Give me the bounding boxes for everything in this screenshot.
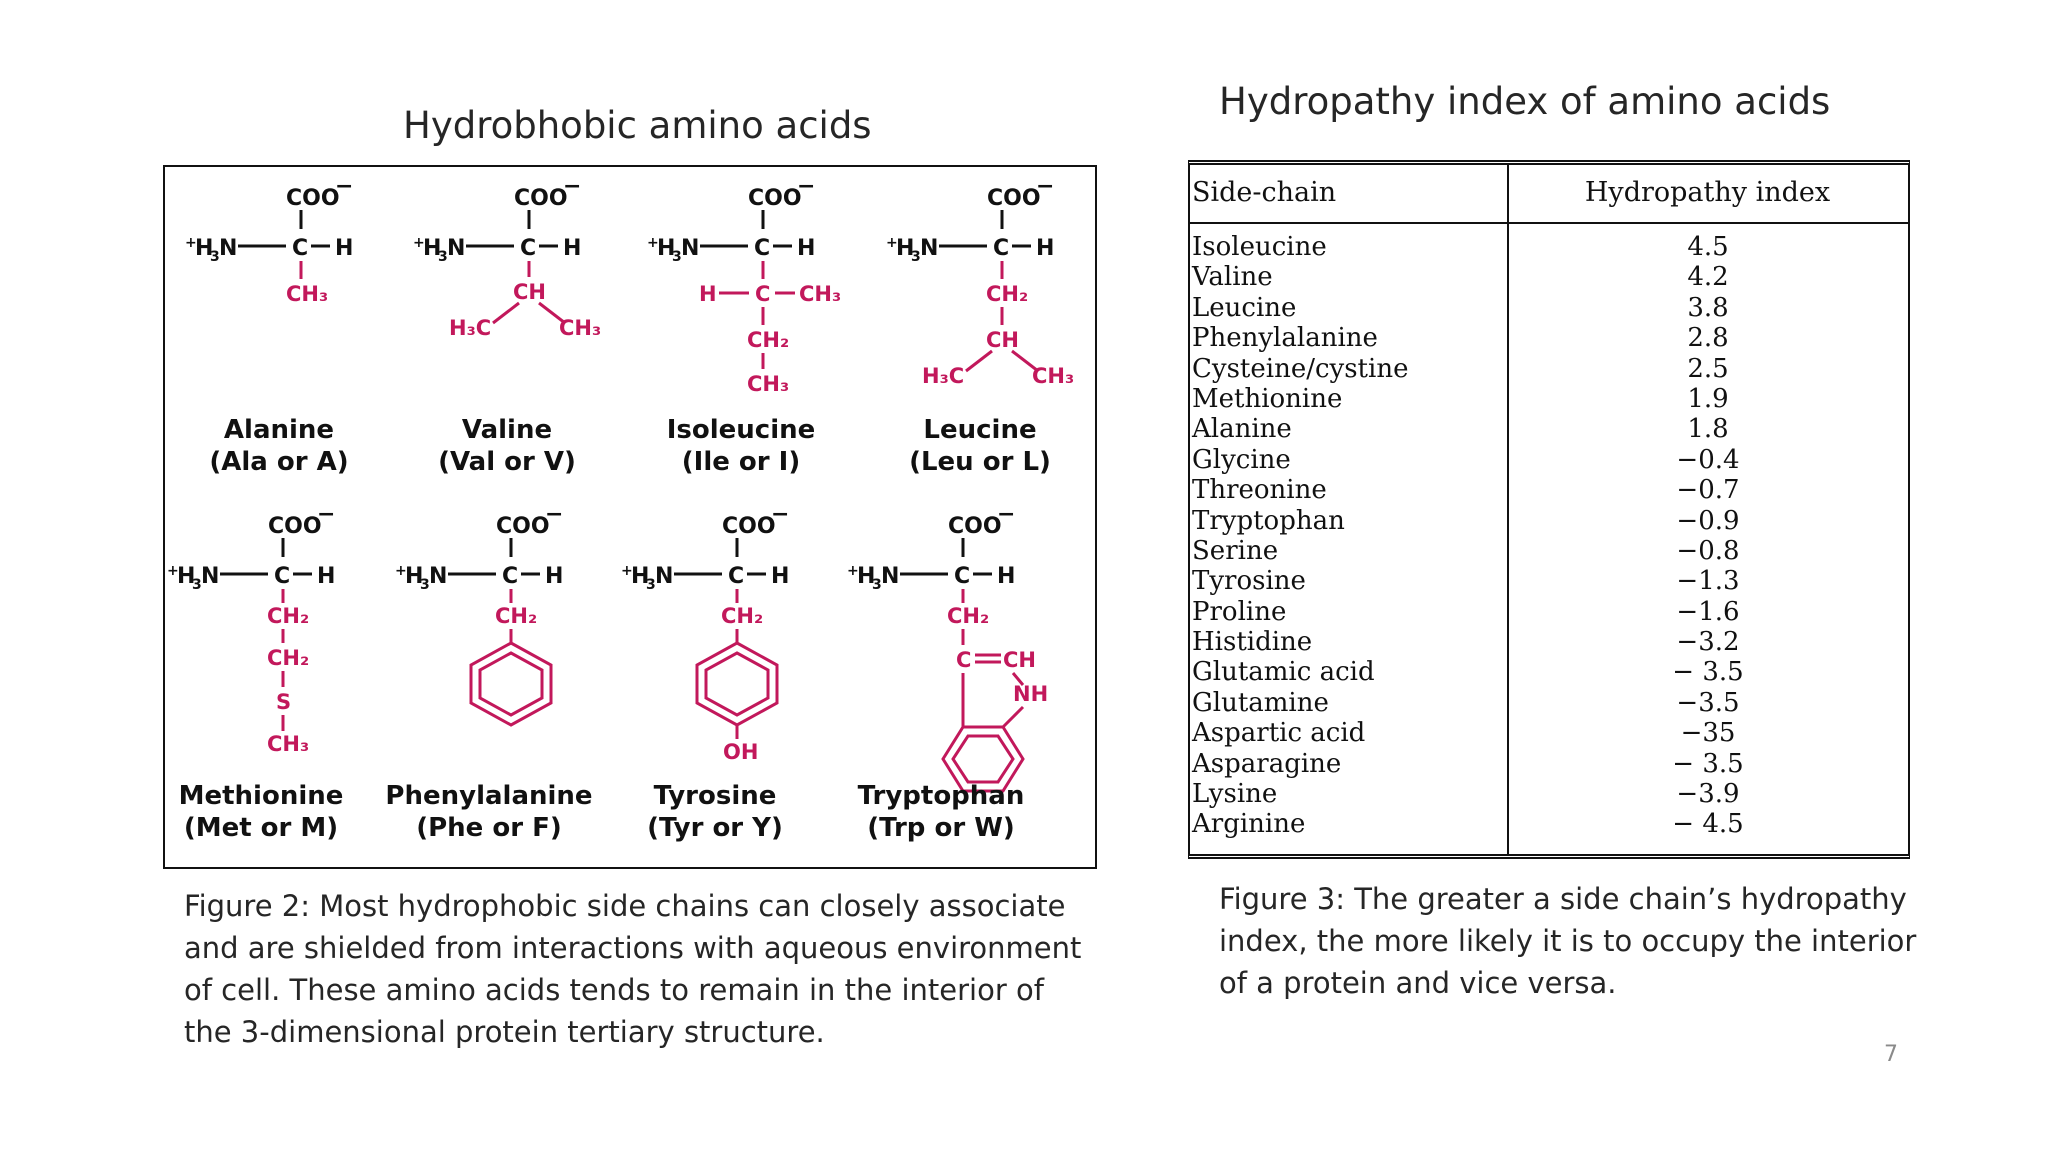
svg-text:+: + (167, 563, 179, 579)
amino-acid-code: (Ile or I) (681, 447, 801, 477)
svg-text:H: H (335, 236, 354, 261)
table-row (1190, 475, 1908, 505)
svg-text:N: N (920, 236, 939, 261)
molecule-tryptophan (827, 503, 1055, 850)
svg-text:N: N (429, 564, 448, 589)
svg-text:H: H (177, 564, 196, 589)
svg-text:H: H (1036, 236, 1055, 261)
amino-acid-code: (Met or M) (183, 813, 339, 843)
amino-acid-structures-panel (163, 165, 1097, 869)
side-chain-name: Proline (1192, 596, 1287, 627)
svg-text:N: N (681, 236, 700, 261)
svg-text:H: H (545, 564, 564, 589)
hydropathy-value: 4.5 (1687, 232, 1729, 262)
side-chain-name: Serine (1192, 535, 1279, 566)
leucine-structure (866, 175, 1094, 415)
hydropathy-value: − 3.5 (1672, 657, 1744, 688)
svg-text:CH₂: CH₂ (495, 604, 538, 628)
svg-text:C: C (728, 564, 745, 589)
svg-text:+: + (621, 563, 633, 579)
hydropathy-value: 4.2 (1687, 262, 1729, 293)
svg-text:C: C (274, 564, 291, 589)
svg-text:OH: OH (723, 740, 759, 764)
hydropathy-table (1188, 160, 1910, 859)
side-chain-name: Aspartic acid (1192, 718, 1366, 749)
svg-text:−: − (335, 174, 354, 199)
right-title: Hydropathy index of amino acids (1219, 80, 1831, 123)
phenol-ring-icon (697, 643, 777, 725)
table-row (1190, 597, 1908, 627)
amino-acid-code: (Val or V) (438, 447, 576, 477)
svg-text:H: H (405, 564, 424, 589)
table-row (1190, 627, 1908, 657)
column-header-side-chain: Side-chain (1192, 177, 1337, 208)
table-row (1190, 506, 1908, 536)
hydropathy-value: 1.8 (1687, 414, 1729, 445)
svg-text:+: + (185, 235, 197, 251)
table-row (1190, 809, 1908, 839)
table-row (1190, 384, 1908, 414)
hydropathy-value: −0.7 (1676, 475, 1740, 506)
svg-text:−: − (317, 502, 336, 527)
page-number: 7 (1884, 1042, 1898, 1067)
svg-text:H: H (563, 236, 582, 261)
svg-text:−: − (797, 174, 816, 199)
side-chain-name: Lysine (1192, 779, 1278, 810)
molecule-methionine (147, 503, 375, 850)
svg-text:S: S (276, 690, 292, 714)
svg-text:H: H (857, 564, 876, 589)
svg-text:3: 3 (672, 249, 682, 265)
amino-acid-name: Tyrosine (653, 781, 777, 811)
table-row (1190, 414, 1908, 444)
svg-text:CH: CH (986, 328, 1019, 352)
svg-text:NH: NH (1013, 682, 1049, 706)
svg-text:CH₃: CH₃ (1032, 364, 1075, 388)
amino-acid-name: Isoleucine (666, 415, 816, 445)
side-chain-name: Asparagine (1192, 748, 1342, 779)
amino-acid-code: (Leu or L) (909, 447, 1051, 477)
svg-text:−: − (563, 174, 582, 199)
side-chain-name: Glycine (1192, 444, 1291, 475)
svg-text:COO: COO (496, 514, 550, 539)
svg-text:COO: COO (514, 186, 568, 211)
svg-text:N: N (447, 236, 466, 261)
isoleucine-structure (627, 175, 855, 415)
svg-text:N: N (201, 564, 220, 589)
amino-acid-code: (Phe or F) (416, 813, 562, 843)
svg-text:CH: CH (513, 280, 546, 304)
table-row (1190, 718, 1908, 748)
molecule-isoleucine (627, 175, 855, 522)
amino-acid-name: Alanine (223, 415, 335, 445)
svg-text:COO: COO (748, 186, 802, 211)
svg-text:+: + (847, 563, 859, 579)
svg-text:3: 3 (192, 577, 202, 593)
hydropathy-value: −3.9 (1676, 779, 1740, 810)
side-chain-name: Isoleucine (1192, 232, 1327, 262)
hydropathy-value: −1.6 (1676, 596, 1740, 627)
svg-text:COO: COO (987, 186, 1041, 211)
amino-acid-name: Valine (461, 415, 553, 445)
side-chain-name: Threonine (1192, 475, 1327, 506)
svg-text:+: + (395, 563, 407, 579)
svg-text:COO: COO (286, 186, 340, 211)
svg-text:+: + (886, 235, 898, 251)
svg-text:+: + (413, 235, 425, 251)
svg-text:CH₃: CH₃ (747, 372, 790, 396)
svg-text:H: H (317, 564, 336, 589)
molecule-valine (393, 175, 621, 522)
amino-acid-name: Methionine (178, 781, 344, 811)
svg-text:C: C (292, 236, 309, 261)
svg-text:H: H (699, 282, 717, 306)
hydropathy-value: −0.8 (1676, 535, 1740, 566)
side-chain-name: Histidine (1192, 627, 1313, 658)
svg-text:CH₂: CH₂ (747, 328, 790, 352)
side-chain-name: Cysteine/cystine (1192, 353, 1409, 384)
svg-text:C: C (993, 236, 1010, 261)
svg-text:CH₃: CH₃ (799, 282, 842, 306)
side-chain-name: Valine (1192, 262, 1273, 293)
amino-acid-name: Phenylalanine (385, 781, 593, 811)
svg-text:N: N (219, 236, 238, 261)
svg-text:3: 3 (438, 249, 448, 265)
tryptophan-structure (827, 503, 1055, 803)
table-row (1190, 536, 1908, 566)
svg-text:C: C (755, 282, 771, 306)
figure-2-caption: Figure 2: Most hydrophobic side chains can closely associate and are shielded from interactions with aqueous environment of cell. These amino acids tends to remain in the interior of the 3-dimensional protein tertiary structure. (184, 889, 1082, 1049)
svg-text:3: 3 (646, 577, 656, 593)
molecule-alanine (165, 175, 393, 522)
molecule-tyrosine (601, 503, 829, 850)
amino-acid-code: (Trp or W) (867, 813, 1015, 843)
svg-text:C: C (520, 236, 537, 261)
hydropathy-value: 2.8 (1687, 323, 1729, 354)
hydropathy-value: −1.3 (1676, 566, 1740, 597)
side-chain-name: Glutamic acid (1192, 657, 1375, 688)
phenylalanine-structure (375, 503, 603, 743)
svg-text:H: H (997, 564, 1016, 589)
svg-text:−: − (771, 502, 790, 527)
side-chain-name: Methionine (1192, 383, 1343, 414)
side-chain-name: Tryptophan (1192, 505, 1345, 536)
table-row (1190, 232, 1908, 262)
molecule-phenylalanine (375, 503, 603, 850)
svg-text:H: H (771, 564, 790, 589)
hydropathy-value: 3.8 (1687, 292, 1729, 323)
side-chain-name: Glutamine (1192, 687, 1329, 718)
svg-text:N: N (655, 564, 674, 589)
svg-text:H: H (195, 236, 214, 261)
hydropathy-value: − 4.5 (1672, 809, 1744, 840)
side-chain-name: Alanine (1192, 414, 1292, 445)
svg-text:CH₂: CH₂ (267, 604, 310, 628)
svg-text:H: H (631, 564, 650, 589)
svg-text:3: 3 (872, 577, 882, 593)
hydropathy-value: 1.9 (1687, 383, 1729, 414)
hydropathy-value: −35 (1680, 718, 1736, 749)
svg-text:H: H (423, 236, 442, 261)
svg-text:3: 3 (210, 249, 220, 265)
tyrosine-structure (601, 502, 829, 764)
svg-text:C: C (502, 564, 519, 589)
svg-text:3: 3 (420, 577, 430, 593)
svg-text:−: − (1036, 174, 1055, 199)
table-row (1190, 749, 1908, 779)
methionine-structure (147, 502, 375, 756)
molecule-leucine (866, 175, 1094, 522)
svg-text:H: H (657, 236, 676, 261)
column-header-hydropathy-index: Hydropathy index (1584, 177, 1831, 208)
svg-text:CH₃: CH₃ (559, 316, 602, 340)
benzene-ring-icon (471, 643, 551, 725)
table-row (1190, 293, 1908, 323)
svg-text:H: H (797, 236, 816, 261)
svg-text:CH₃: CH₃ (267, 732, 310, 756)
table-row (1190, 688, 1908, 718)
table-body (1190, 232, 1908, 840)
table-header (1190, 165, 1908, 224)
side-chain-name: Tyrosine (1192, 566, 1306, 597)
svg-text:C: C (754, 236, 771, 261)
hydropathy-value: −3.2 (1676, 627, 1740, 658)
svg-text:−: − (545, 502, 564, 527)
svg-text:COO: COO (722, 514, 776, 539)
hydropathy-value: − 3.5 (1672, 748, 1744, 779)
svg-text:−: − (997, 502, 1016, 527)
amino-acid-code: (Tyr or Y) (647, 813, 783, 843)
hydropathy-value: −3.5 (1676, 687, 1740, 718)
hydropathy-value: −0.9 (1676, 505, 1740, 536)
amino-acid-name: Tryptophan (857, 781, 1025, 811)
svg-text:3: 3 (911, 249, 921, 265)
svg-text:N: N (881, 564, 900, 589)
svg-text:H₃C: H₃C (922, 364, 965, 388)
side-chain-name: Leucine (1192, 292, 1297, 323)
svg-text:C: C (956, 648, 972, 672)
side-chain-name: Phenylalanine (1192, 323, 1378, 354)
svg-text:H₃C: H₃C (449, 316, 492, 340)
table-row (1190, 262, 1908, 292)
hydropathy-value: 2.5 (1687, 353, 1729, 384)
svg-text:CH₂: CH₂ (721, 604, 764, 628)
figure-3-caption: Figure 3: The greater a side chain’s hydropathy index, the more likely it is to occupy the interior of a protein and vice versa. (1219, 882, 1917, 1000)
svg-text:C: C (954, 564, 971, 589)
table-row (1190, 657, 1908, 687)
table-row (1190, 779, 1908, 809)
table-row (1190, 566, 1908, 596)
svg-text:CH: CH (1003, 648, 1036, 672)
amino-acid-name: Leucine (923, 415, 1037, 445)
table-row (1190, 445, 1908, 475)
svg-text:H: H (896, 236, 915, 261)
table-row (1190, 323, 1908, 353)
hydropathy-value: −0.4 (1676, 444, 1740, 475)
alanine-structure (165, 175, 393, 415)
valine-structure (393, 175, 621, 415)
svg-text:CH₂: CH₂ (267, 646, 310, 670)
svg-text:COO: COO (948, 514, 1002, 539)
left-title: Hydrobhobic amino acids (403, 104, 872, 147)
svg-text:+: + (647, 235, 659, 251)
amino-acid-code: (Ala or A) (209, 447, 349, 477)
svg-text:COO: COO (268, 514, 322, 539)
side-chain-name: Arginine (1192, 809, 1306, 840)
table-row (1190, 354, 1908, 384)
side-chain-label: CH₃ (286, 282, 329, 306)
svg-text:CH₂: CH₂ (986, 282, 1029, 306)
svg-text:CH₂: CH₂ (947, 604, 990, 628)
